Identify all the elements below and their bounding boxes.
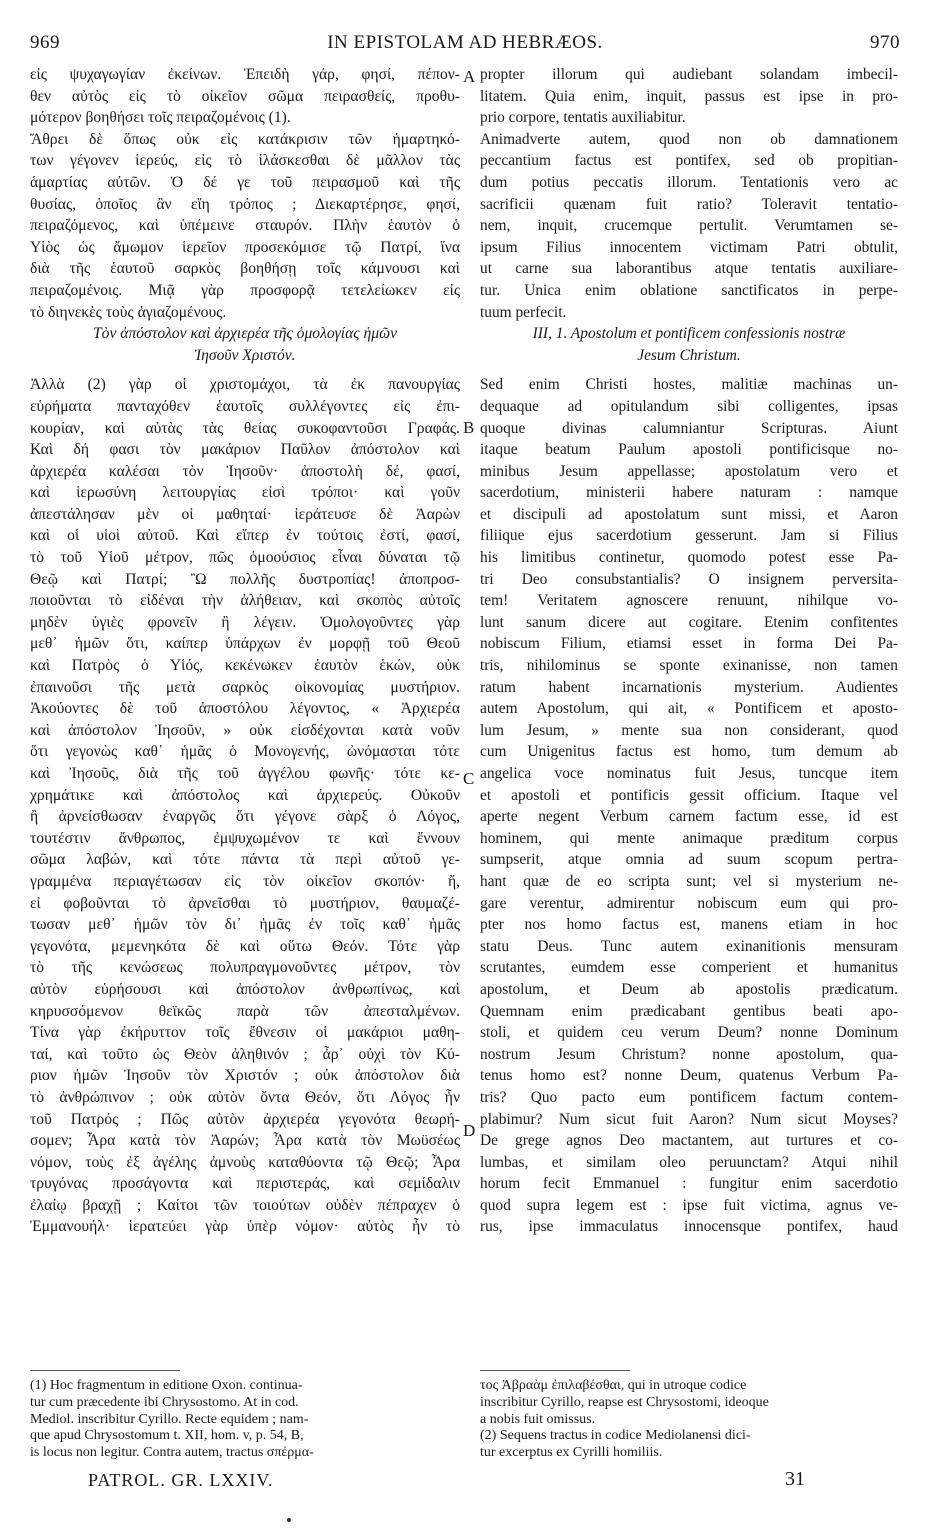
text-line: Sed enim Christi hostes, malitiæ machinas un- <box>480 376 898 394</box>
text-line: Τίνα γὰρ ἐκήρυττον τοῖς ἔθνεσιν οἱ μακάριοι μαθη- <box>30 1024 460 1042</box>
footnote-line: is locus non legitur. Contra autem, tractus σπέρμα- <box>30 1445 314 1461</box>
text-line: horum fecit Emmanuel : fungitur enim sacerdotio <box>480 1175 898 1193</box>
text-line: ἁμαρτίας αὐτῶν. Ὁ δέ γε τοῦ πειρασμοῦ καὶ τῆς <box>30 173 460 191</box>
text-line: νόμον, τοὺς ἐξ ἀγέλης ἀμνοὺς καταθύοντα τῷ Θεῷ; Ἆρα <box>30 1153 460 1171</box>
text-line: ἐπαινοῦσι τῆς μετὰ σαρκὸς οἰκονομίας μυστήριον. <box>30 678 460 696</box>
footnotes-right <box>480 1378 898 1462</box>
margin-marker-a: A <box>463 67 476 86</box>
text-line: θεν αὐτὸς εἰς τὸ οἰκεῖον σῶμα πειρασθείς, προθυ- <box>30 87 460 105</box>
text-line: sumpserit, atque omnia ad suum scopum pertra- <box>480 851 898 869</box>
text-line: lumbas, et similam oleo peruunctam? Atqui nihil <box>480 1153 898 1171</box>
margin-marker-b: B <box>463 418 475 437</box>
text-line: lunt sanum dicere aut cogitare. Etenim confitentes <box>480 613 898 631</box>
footnote-line: tur excerptus ex Cyrilli homiliis. <box>480 1445 663 1461</box>
text-line: θυσίας, ὁποῖος ἂν εἴη τρόπος ; Διεκαρτέρησε, φησί, <box>30 195 460 213</box>
text-line: litatem. Quia enim, inquit, passus est ipse in pro- <box>480 87 898 105</box>
text-line: nobiscum Filium, etiamsi esset in forma Dei Pa- <box>480 635 898 653</box>
text-line: καὶ οἱ υἱοὶ αὐτοῦ. Καὶ εἴπερ ἐν τούτοις ἐστί, φασί, <box>30 527 460 545</box>
text-line: ratum habent incarnationis mysterium. Audientes <box>480 678 898 696</box>
text-line: εἰ φοβοῦνται τὸ ἀρνεῖσθαι τὸ μυστήριον, θαυμαζέ- <box>30 894 460 912</box>
text-line: scrutantes, eumdem esse comperient et humanitus <box>480 959 898 977</box>
text-line: τὸ διηνεκὲς τοὺς ἁγιαζομένους. <box>30 303 227 321</box>
text-line: dum potius peccatis illorum. Tentationis vero ac <box>480 173 898 191</box>
text-line: τὸ ἀνθρώπινον ; οὐκ αὐτὸν ὄντα Θεόν, ὅτι Λόγος ἦν <box>30 1088 460 1106</box>
text-line: πειραζομένοις. Μιᾷ γὰρ προσφορᾷ τετελείωκεν εἰς <box>30 281 460 299</box>
text-line: τὸ τοῦ Υἱοῦ μέτρον, πῶς ὁμοούσιος εἶναι δύναται τῷ <box>30 549 460 567</box>
text-line: lum Jesum, » mente sua non considerant, quod <box>480 721 898 739</box>
footnotes-left <box>30 1378 460 1462</box>
text-line: καὶ Πατρὸς ὁ Υἱός, κεκένωκεν ἑαυτὸν ἑκών, οὐκ <box>30 657 460 675</box>
text-line: nem, inquit, crucemque pertulit. Verumtamen se- <box>480 217 898 235</box>
text-line: Καὶ δή φασι τὸν μακάριον Παῦλον ἀπόστολον καὶ <box>30 441 460 459</box>
text-line: σομεν; Ἆρα κατὰ τὸν Ἀαρών; Ἆρα κατὰ τὸν Μωϋσέως <box>30 1132 460 1150</box>
text-line: ἀπεστάλησαν μὲν οἱ μαθηταί· ἱεράτευσε δὲ Ἀαρὼν <box>30 505 460 523</box>
text-line: Υἱὸς ὡς ἄμωμον ἱερεῖον προσεκόμισε τῷ Πατρί, ἵνα <box>30 238 460 256</box>
text-line: εὑρήματα πανταχόθεν ἑαυτοῖς συλλέγοντες εἰς ἐπι- <box>30 397 460 415</box>
running-title: IN EPISTOLAM AD HEBRÆOS. <box>327 32 603 53</box>
text-line <box>30 366 460 374</box>
greek-text-column <box>30 64 460 1238</box>
text-line: tris? Quo pacto eum pontificem factum contem- <box>480 1088 898 1106</box>
latin-text-column <box>480 64 898 1238</box>
text-line: aperte negent Verbum carnem factum esse, id est <box>480 808 898 826</box>
text-line <box>480 366 898 374</box>
text-line: sacerdotium, ministerii habere naturam : namque <box>480 484 898 502</box>
text-line: γεγονότα, μεμενηκότα δὲ καὶ οὕτω Θεόν. Τότε γὰρ <box>30 937 460 955</box>
text-line: ἐλαίῳ βραχῇ ; Καίτοι τῶν τοιούτων οὐδὲν πέπραχεν ὁ <box>30 1196 460 1214</box>
text-line: tem! Veritatem agnoscere renuunt, nihilque vo- <box>480 592 898 610</box>
text-line: De grege agnos Deo mactantem, aut turtures et co- <box>480 1132 898 1150</box>
text-line: Ἐμμανουήλ· ἱερατεύει γὰρ ὑπὲρ νόμον· αὐτὸς ἦν τὸ <box>30 1218 460 1236</box>
footnote-line: tur cum præcedente ibi Chrysostomo. At in cod. <box>30 1394 299 1410</box>
footnote-line: (1) Hoc fragmentum in editione Oxon. continua- <box>30 1378 303 1393</box>
text-line: ἢ ἀρνείσθωσαν ἐναργῶς ὅτι γέγονε σὰρξ ὁ Λόγος, <box>30 808 460 826</box>
text-line: statu Deus. Tunc autem exinanitionis mensuram <box>480 937 898 955</box>
text-line: filiique ejus sacerdotium gesserunt. Jam si Filius <box>480 527 898 545</box>
text-line: αὐτὸν εὑρήσουσι καὶ ἀπόστολον ἀνθρωπίνως, καὶ <box>30 980 460 998</box>
text-line: his limitibus continetur, quomodo potest esse Pa- <box>480 549 898 567</box>
text-line: ποιοῦνται τὸ εἰδέναι τὴν ἀλήθειαν, καὶ σκοπὸς αὐτοῖς <box>30 592 460 610</box>
text-line: gare verentur, admirentur nobiscum eum qui pro- <box>480 894 898 912</box>
text-line: autem Apostolum, qui ait, « Pontificem et aposto- <box>480 700 898 718</box>
text-line: μεθ᾽ ἡμῶν ὅτι, καίπερ ὑπάρχων ἐν μορφῇ τοῦ Θεοῦ <box>30 635 460 653</box>
text-line: μηδὲν ὑγιὲς φρονεῖν ἢ λέγειν. Ὁμολογοῦντες γὰρ <box>30 613 460 631</box>
text-line: hominem, qui mente animaque præditum corpus <box>480 829 898 847</box>
margin-marker-d: D <box>463 1121 476 1140</box>
text-line: καὶ ἱερωσύνη λειτουργίας εἰσὶ τρόποι· καὶ γοῦν <box>30 484 460 502</box>
text-line: γραμμένα περιαγέτωσαν εἰς τὸν οἰκεῖον σκοπόν· ἤ, <box>30 872 460 890</box>
section-heading: Ἰησοῦν Χριστόν. <box>194 346 296 364</box>
text-line: ὅτι γεγονὼς καθ᾽ ἡμᾶς ὁ Μονογενής, ὠνόμασται τότε <box>30 743 460 761</box>
text-line: σῶμα λαβών, καὶ τότε πάντα τὰ περὶ αὐτοῦ γε- <box>30 851 460 869</box>
text-line: dequaque ad opitulandum sibi colligentes, ipsas <box>480 397 898 415</box>
footnote-line: a nobis fuit omissus. <box>480 1411 596 1427</box>
text-line: itaque beatum Paulum apostoli pontificisque no- <box>480 441 898 459</box>
text-line: pter nos homo factus est, manens etiam in hoc <box>480 916 898 934</box>
text-line: πειραζόμενος, καὶ ὑπέμεινε σταυρόν. Πλὴν ἑαυτὸν ὁ <box>30 217 460 235</box>
text-line: tri Deo consubstantialis? O insignem perversita- <box>480 570 898 588</box>
text-line: τωσαν μεθ᾽ ἡμῶν τὸν δι᾽ ἡμᾶς ἐν τοῖς καθ᾽ ἡμᾶς <box>30 916 460 934</box>
text-line: Ἀλλὰ (2) γὰρ οἱ χριστομάχοι, τὰ ἐκ πανουργίας <box>30 376 460 394</box>
text-line: χρημάτικε καὶ ἀπόστολος καὶ ἀρχιερεύς. Οὐκοῦν <box>30 786 460 804</box>
text-line: propter illorum qui audiebant solandam imbecil- <box>480 66 898 83</box>
text-line: των γέγονεν ἱερεύς, εἰς τὸ ἱλάσκεσθαι δὲ μᾶλλον τὰς <box>30 152 460 170</box>
footnote-line: (2) Sequens tractus in codice Mediolanensi dici- <box>480 1428 751 1444</box>
left-page-number: 969 <box>30 32 60 53</box>
footnote-rule-left <box>30 1370 180 1371</box>
footnote-line: τος Ἀβραὰμ ἐπιλαβέσθαι, qui in utroque codice <box>480 1378 747 1393</box>
text-line: κουρίαν, καὶ αὐτὰς τὰς θείας συκοφαντοῦσι Γραφάς. <box>30 419 460 437</box>
text-line: angelica voce nominatus fuit Jesus, tuncque item <box>480 765 898 782</box>
text-line: stoli, et quidem ceu verum Deum? nonne Dominum <box>480 1024 898 1042</box>
decorative-dot <box>287 1518 291 1522</box>
text-line: tuum perfecit. <box>480 303 567 321</box>
text-line: plabimur? Num sicut fuit Aaron? Num sicut Moyses? <box>480 1110 898 1128</box>
margin-marker-c: C <box>463 769 475 788</box>
series-footer: PATROL. GR. LXXIV. <box>88 1470 274 1490</box>
text-line: τρυγόνας προσάγοντα καὶ περιστεράς, καὶ σεμίδαλιν <box>30 1175 460 1193</box>
section-heading: Τὸν ἀπόστολον καὶ ἀρχιερέα τῆς ὁμολογίας ἡμῶν <box>92 325 398 343</box>
text-line: διὰ τῆς ἑαυτοῦ σαρκὸς βοηθήσῃ τοῖς κάμνουσι καὶ <box>30 260 460 278</box>
text-line: sacrificii quænam fuit ratio? Toleravit tentatio- <box>480 195 898 213</box>
text-line: cum Unigenitus factus est homo, tum demum ab <box>480 743 898 761</box>
text-line: quod supra legem est : ipse fuit victima, agnus ve- <box>480 1196 898 1214</box>
text-line: καὶ Ἰησοῦς, διὰ τῆς τοῦ ἀγγέλου φωνῆς· τότε κε- <box>30 765 460 782</box>
footnote-line: inscribitur Cyrillo, reapse est Chrysostomi, ideoque <box>480 1394 769 1410</box>
text-line: τοῦ Πατρός ; Πῶς αὐτὸν ἀρχιερέα γεγονότα θεωρή- <box>30 1110 460 1128</box>
text-line: Ἀκούοντες δὲ τοῦ ἀποστόλου λέγοντος, « Ἀρχιερέα <box>30 700 460 718</box>
text-line: καὶ ἀπόστολον Ἰησοῦν, » οὐκ εἰσδέχονται κατὰ νοῦν <box>30 721 460 739</box>
text-line: ut carne sua laborantibus atque tentatis auxiliare- <box>480 260 898 278</box>
section-heading: Jesum Christum. <box>637 346 741 364</box>
text-line: quoque divinas calumniantur Scripturas. Aiunt <box>480 419 898 437</box>
text-line: tenus homo est? nonne Deum, quatenus Verbum Pa- <box>480 1067 898 1085</box>
text-line: κηρυσσόμενον θεϊκῶς παρὰ τῶν ἀπεσταλμένων. <box>30 1002 460 1020</box>
footnote-line: Mediol. inscribitur Cyrillo. Recte equidem ; nam- <box>30 1411 309 1427</box>
running-header <box>30 32 900 56</box>
text-line: prio corpore, tentatis auxiliabitur. <box>480 109 686 127</box>
text-line: μότερον βοηθήσει τοῖς πειραζομένοις (1). <box>30 109 291 127</box>
text-line: nostrum Jesum Christum? nonne apostolum, qua- <box>480 1045 898 1063</box>
right-page-number: 970 <box>870 32 900 53</box>
text-line: τὸ τῆς κενώσεως πολυπραγμονοῦντες μέτρον, τὸν <box>30 959 460 977</box>
text-line: ταί, καὶ τοῦτο ὡς Θεὸν ἀληθινόν ; ἆρ᾽ οὐχὶ τὸν Κύ- <box>30 1045 460 1063</box>
text-line: tur. Unica enim oblatione sanctificatos in perpe- <box>480 281 898 299</box>
text-line: et discipuli ad apostolatum sunt missi, et Aaron <box>480 505 898 523</box>
text-line: Animadverte autem, quod non ob damnationem <box>480 130 898 148</box>
text-line: ipsum Filius innocentem victimam Patri obtulit, <box>480 238 898 256</box>
text-line: rus, ipse immaculatus innocensque pontifex, haud <box>480 1218 898 1236</box>
text-line: et apostoli et pontificis gessit officium. Itaque vel <box>480 786 898 804</box>
text-line: peccantium factus est pontifex, sed ob propitian- <box>480 152 898 170</box>
signature-mark: 31 <box>785 1468 805 1490</box>
footnote-line: que apud Chrysostomum t. XII, hom. v, p. 54, B, <box>30 1428 304 1444</box>
footnote-rule-right <box>480 1370 630 1371</box>
text-line: minibus Jesum appellasse; apostolatum vero et <box>480 462 898 480</box>
text-line: ριον ἡμῶν Ἰησοῦν τὸν Χριστόν ; οὐκ ἀπόστολον διὰ <box>30 1067 460 1085</box>
text-line: hant quæ de eo scripta sunt; vel si mysterium ne- <box>480 872 898 890</box>
text-line: τουτέστιν ἄνθρωπος, ἐμψυχωμένον τε καὶ ἔννουν <box>30 829 460 847</box>
text-line: Θεῷ καὶ Πατρί; Ὢ πολλῆς δυστροπίας! ἀποπροσ- <box>30 570 460 588</box>
text-line: Ἄθρει δὲ ὅπως οὐκ εἰς κατάκρισιν τῶν ἡμαρτηκό- <box>30 130 460 148</box>
text-line: ἀρχιερέα καλέσαι τὸν Ἰησοῦν· ἀποστολὴ δέ, φασί, <box>30 462 460 480</box>
text-line: εἰς ψυχαγωγίαν ἐκείνων. Ἐπειδὴ γάρ, φησί, πέπον- <box>30 66 460 83</box>
text-line: apostolum, et Deum ab apostolis prædicatum. <box>480 980 898 998</box>
text-line: Quemnam enim prædicabant gentibus beati apo- <box>480 1002 898 1020</box>
section-heading: III, 1. Apostolum et pontificem confessionis nostræ <box>532 325 846 343</box>
text-line: tris, nihilominus se sponte exinanisse, non tamen <box>480 657 898 675</box>
